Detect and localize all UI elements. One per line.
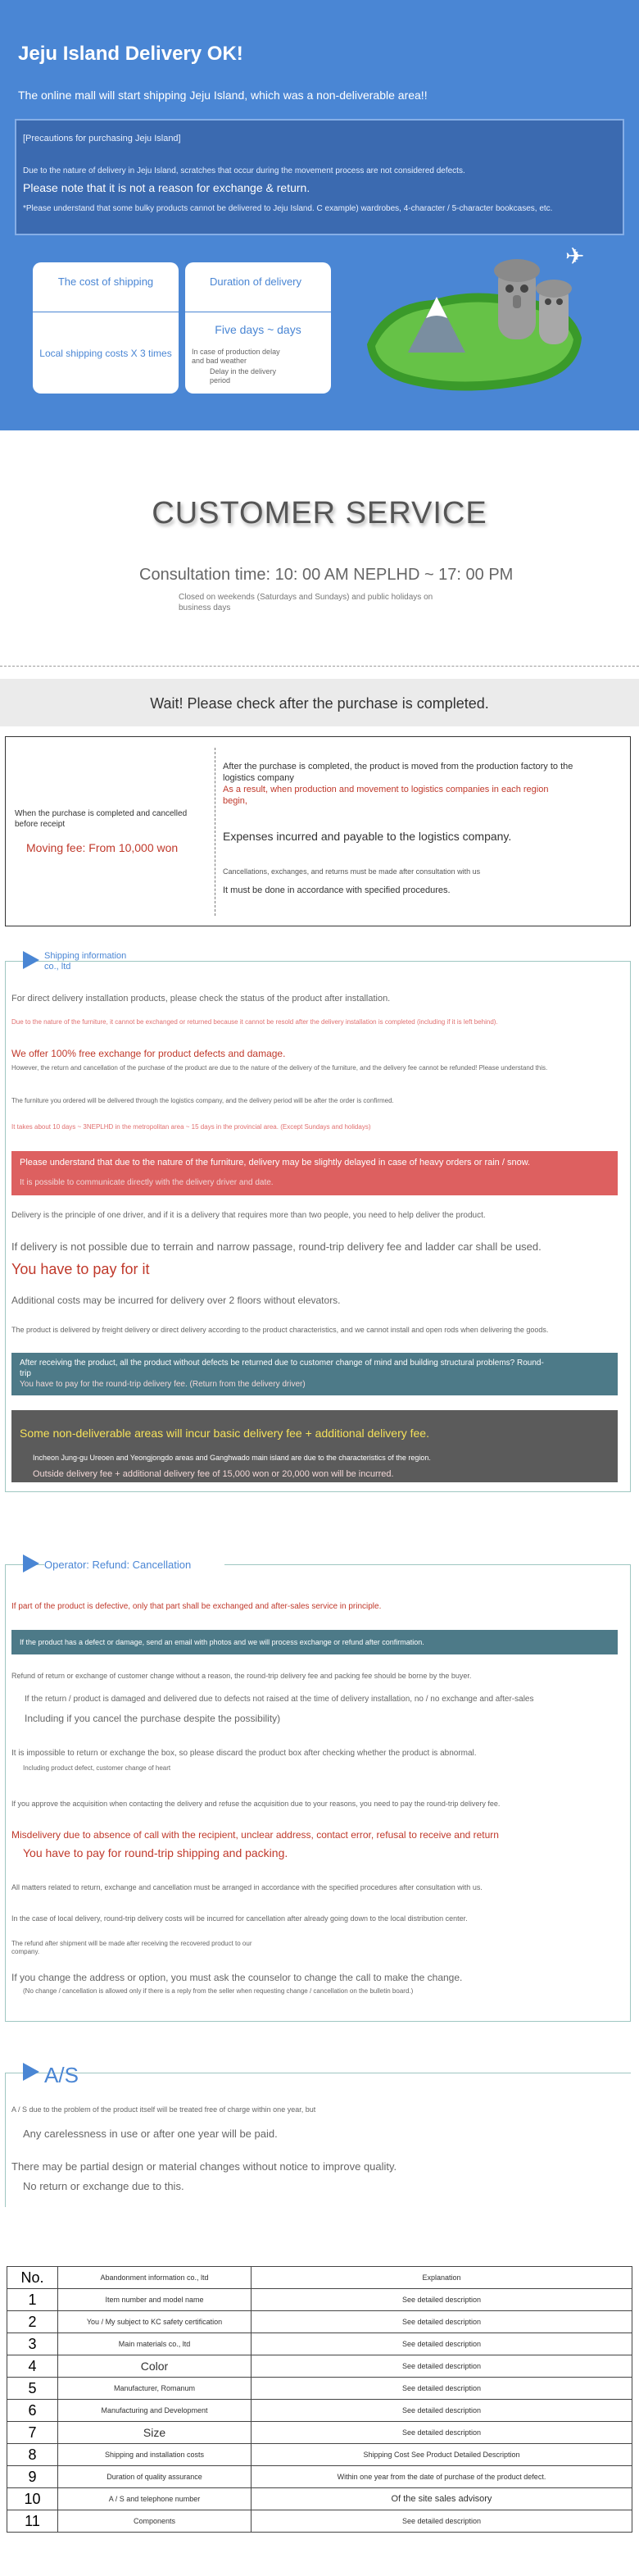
fee-explanation: Cancellations, exchanges, and returns must be made after consultation with us <box>223 867 481 876</box>
info-text: You have to pay for round-trip shipping and packing. <box>23 1846 288 1859</box>
table-cell: 9 <box>7 2466 58 2488</box>
card-title: The cost of shipping <box>57 275 154 288</box>
jeju-banner <box>0 0 639 430</box>
airplane-icon: ✈ <box>565 243 585 269</box>
info-text: The refund after shipment will be made after receiving the recovered product to our company. <box>11 1940 252 1955</box>
table-cell: See detailed description <box>252 2378 632 2400</box>
table-cell: Size <box>58 2422 252 2444</box>
shipping-cost-card <box>33 262 179 394</box>
table-cell: Item number and model name <box>58 2289 252 2311</box>
table-cell: See detailed description <box>252 2289 632 2311</box>
info-text: If the return / product is damaged and delivered due to defects not raised at the time of delivery installation, no / no exchange and after-sales <box>25 1695 534 1704</box>
info-text: Refund of return or exchange of customer change without a reason, the round-trip delivery fee and packing fee should be borne by the buyer. <box>11 1672 472 1680</box>
card-value: Five days ~ days <box>215 323 301 336</box>
precaution-text: Please note that it is not a reason for exchange & return. <box>23 181 310 194</box>
info-text: The product is delivered by freight delivery or direct delivery according to the product characteristics, and we cannot install and open rods when delivering the goods. <box>11 1326 549 1334</box>
info-text: All matters related to return, exchange and cancellation must be arranged in accordance with the specified procedures after consultation with us. <box>11 1883 483 1891</box>
info-text: Including product defect, customer change of heart <box>23 1764 171 1772</box>
table-row <box>7 2311 632 2333</box>
section-divider <box>0 666 639 667</box>
table-cell: Manufacturer, Romanum <box>58 2378 252 2400</box>
card-title: Duration of delivery <box>210 275 301 288</box>
highlight-text: It is possible to communicate directly with the delivery driver and date. <box>20 1178 274 1187</box>
closed-days-note: Closed on weekends (Saturdays and Sundays) and public holidays on business days <box>179 593 433 612</box>
table-row <box>7 2510 632 2533</box>
fee-explanation: As a result, when production and movement to logistics companies in each region begin, <box>223 785 549 806</box>
info-text: Any carelessness in use or after one year will be paid. <box>23 2128 278 2140</box>
info-text: You have to pay for it <box>11 1261 150 1277</box>
precaution-text: Due to the nature of delivery in Jeju Island, scratches that occur during the movement process are not considered defects. <box>23 166 465 175</box>
table-cell: See detailed description <box>252 2422 632 2444</box>
highlight-text: After receiving the product, all the product without defects be returned due to customer change of mind and building structural problems? Round-trip <box>20 1359 544 1378</box>
moving-fee: Moving fee: From 10,000 won <box>26 841 179 854</box>
table-cell: Shipping Cost See Product Detailed Description <box>252 2444 632 2466</box>
info-text: If part of the product is defective, only that part shall be exchanged and after-sales service in principle. <box>11 1602 382 1611</box>
table-cell: Components <box>58 2510 252 2533</box>
table-row <box>7 2466 632 2488</box>
info-text: The furniture you ordered will be delivered through the logistics company, and the delivery period will be after the order is confirmed. <box>11 1097 394 1104</box>
info-text: It is impossible to return or exchange the box, so please discard the product box after checking whether the product is abnormal. <box>11 1749 477 1758</box>
table-cell: Of the site sales advisory <box>252 2488 632 2510</box>
section-label: A/S <box>44 2063 79 2087</box>
triangle-icon <box>23 951 39 969</box>
info-text: Due to the nature of the furniture, it cannot be exchanged or returned because it cannot be resold after the delivery installation is completed (including if it is left behind). <box>11 1018 498 1026</box>
jeju-island-illustration <box>359 246 588 402</box>
table-cell: 2 <box>7 2311 58 2333</box>
table-row <box>7 2444 632 2466</box>
info-text: A / S due to the problem of the product itself will be treated free of charge within one year, but <box>11 2105 316 2114</box>
table-cell: Color <box>58 2355 252 2378</box>
table-cell: See detailed description <box>252 2510 632 2533</box>
precaution-text: *Please understand that some bulky products cannot be delivered to Jeju Island. C example) wardrobes, 4-character / 5-character bookcases, etc. <box>23 204 553 213</box>
table-cell: 3 <box>7 2333 58 2355</box>
table-cell: 10 <box>7 2488 58 2510</box>
table-cell: See detailed description <box>252 2333 632 2355</box>
info-text: For direct delivery installation products, please check the status of the product after installation. <box>11 994 391 1004</box>
highlight-text: Outside delivery fee + additional delivery fee of 15,000 won or 20,000 won will be incurred. <box>33 1469 394 1479</box>
highlight-text: Some non-deliverable areas will incur basic delivery fee + additional delivery fee. <box>20 1427 429 1440</box>
card-note: In case of production delay and bad weather <box>192 348 280 365</box>
delivery-duration-card <box>185 262 331 394</box>
precautions-title: [Precautions for purchasing Jeju Island] <box>23 134 181 143</box>
info-text: However, the return and cancellation of the purchase of the product are due to the nature of the delivery of the furniture, and the delivery fee cannot be refunded! Please understand this. <box>11 1064 548 1072</box>
table-cell: Shipping and installation costs <box>58 2444 252 2466</box>
table-cell: See detailed description <box>252 2400 632 2422</box>
table-cell: 7 <box>7 2422 58 2444</box>
info-text: We offer 100% free exchange for product defects and damage. <box>11 1048 286 1059</box>
table-row <box>7 2289 632 2311</box>
table-header-row <box>7 2267 632 2289</box>
table-cell: 6 <box>7 2400 58 2422</box>
highlight-text: Incheon Jung-gu Ureoen and Yeongjongdo areas and Ganghwado main island are due to the characteristics of the region. <box>33 1454 431 1462</box>
table-cell: 5 <box>7 2378 58 2400</box>
info-text: There may be partial design or material changes without notice to improve quality. <box>11 2160 397 2173</box>
customer-service-title: CUSTOMER SERVICE <box>152 496 487 530</box>
info-text: If you change the address or option, you must ask the counselor to change the call to make the change. <box>11 1972 463 1983</box>
table-cell: Main materials co., ltd <box>58 2333 252 2355</box>
table-row <box>7 2333 632 2355</box>
table-cell: 11 <box>7 2510 58 2533</box>
info-text: No return or exchange due to this. <box>23 2180 184 2192</box>
info-text: Additional costs may be incurred for delivery over 2 floors without elevators. <box>11 1295 341 1306</box>
table-header-cell: No. <box>7 2267 58 2289</box>
highlight-text: If the product has a defect or damage, send an email with photos and we will process exchange or refund after confirmation. <box>20 1638 424 1646</box>
table-row <box>7 2488 632 2510</box>
info-text: If delivery is not possible due to terrain and narrow passage, round-trip delivery fee and ladder car shall be used. <box>11 1240 542 1253</box>
wait-banner-text: Wait! Please check after the purchase is completed. <box>150 695 489 712</box>
triangle-icon <box>23 1554 39 1572</box>
fee-explanation: After the purchase is completed, the product is moved from the production factory to the logistics company <box>223 762 573 783</box>
table-row <box>7 2378 632 2400</box>
info-text: It takes about 10 days ~ 3NEPLHD in the metropolitan area ~ 15 days in the provincial area. (Except Sundays and holidays) <box>11 1123 371 1131</box>
table-row <box>7 2422 632 2444</box>
cancel-condition: When the purchase is completed and cancelled before receipt <box>15 809 188 829</box>
card-note: Delay in the delivery period <box>210 367 277 385</box>
table-cell: See detailed description <box>252 2355 632 2378</box>
info-text: Delivery is the principle of one driver, and if it is a delivery that requires more than two people, you need to help deliver the product. <box>11 1211 486 1220</box>
jeju-subtitle: The online mall will start shipping Jeju Island, which was a non-deliverable area!! <box>18 89 428 102</box>
card-value: Local shipping costs X 3 times <box>39 348 172 359</box>
triangle-icon <box>23 2063 39 2081</box>
precautions-box <box>15 119 624 235</box>
info-text: Misdelivery due to absence of call with the recipient, unclear address, contact error, refusal to receive and return <box>11 1829 499 1841</box>
table-header-cell: Explanation <box>252 2267 632 2289</box>
info-text: In the case of local delivery, round-trip delivery costs will be incurred for cancellation after already going down to the local distribution center. <box>11 1914 468 1923</box>
table-cell: Within one year from the date of purchase of the product defect. <box>252 2466 632 2488</box>
highlight-text: Please understand that due to the nature of the furniture, delivery may be slightly delayed in case of heavy orders or rain / snow. <box>20 1158 531 1167</box>
section-label: Operator: Refund: Cancellation <box>44 1559 224 1570</box>
product-info-table <box>7 2266 632 2533</box>
fee-explanation: It must be done in accordance with specified procedures. <box>223 885 451 895</box>
table-cell: 8 <box>7 2444 58 2466</box>
fee-explanation: Expenses incurred and payable to the logistics company. <box>223 830 512 843</box>
highlight-text: You have to pay for the round-trip delivery fee. (Return from the delivery driver) <box>20 1380 306 1389</box>
table-cell: Manufacturing and Development <box>58 2400 252 2422</box>
table-header-cell: Abandonment information co., ltd <box>58 2267 252 2289</box>
table-row <box>7 2400 632 2422</box>
table-cell: 4 <box>7 2355 58 2378</box>
table-cell: 1 <box>7 2289 58 2311</box>
info-text: Including if you cancel the purchase despite the possibility) <box>25 1713 281 1724</box>
table-cell: A / S and telephone number <box>58 2488 252 2510</box>
info-text: If you approve the acquisition when contacting the delivery and refuse the acquisition due to your reasons, you need to pay the round-trip delivery fee. <box>11 1800 501 1808</box>
table-cell: You / My subject to KC safety certification <box>58 2311 252 2333</box>
consultation-time: Consultation time: 10: 00 AM NEPLHD ~ 17: 00 PM <box>139 566 514 584</box>
section-label: Shipping information co., ltd <box>44 951 127 972</box>
info-text: (No change / cancellation is allowed only if there is a reply from the seller when requesting change / cancellation on the bulletin board.) <box>23 1987 414 1995</box>
table-cell: See detailed description <box>252 2311 632 2333</box>
table-row <box>7 2355 632 2378</box>
jeju-title: Jeju Island Delivery OK! <box>18 43 243 65</box>
table-cell: Duration of quality assurance <box>58 2466 252 2488</box>
